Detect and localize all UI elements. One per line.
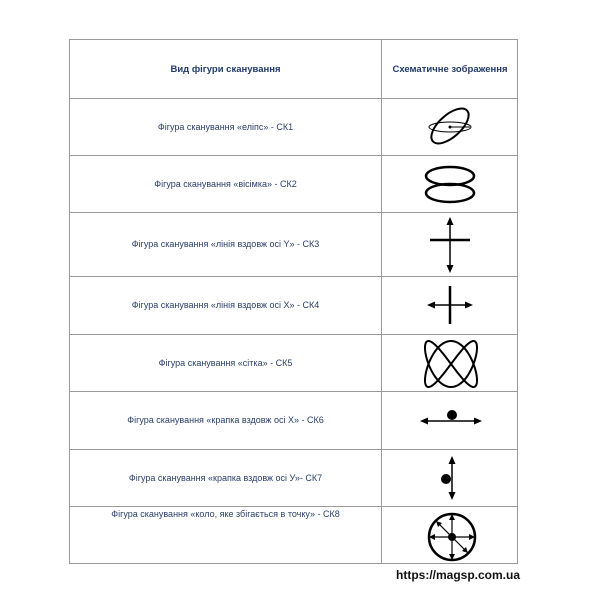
dot-along-x-scan-icon <box>412 402 492 432</box>
row-divider <box>70 506 517 507</box>
row-divider <box>70 98 517 99</box>
row-label-ck8: Фігура сканування «коло, яке збігається в точку» - СК8 <box>111 509 340 519</box>
header-figure-type: Вид фігури сканування <box>170 64 281 75</box>
ellipse-scan-icon <box>412 100 492 152</box>
scan-figures-table <box>69 39 518 564</box>
line-along-y-scan-icon <box>412 216 492 274</box>
grid-scan-icon <box>412 337 492 391</box>
row-divider <box>70 449 517 450</box>
circle-converging-scan-icon <box>412 509 492 563</box>
row-label-ck7: Фігура сканування «крапка вздовж осі У»- СК7 <box>128 473 323 483</box>
website-url[interactable]: https://magsp.com.ua <box>396 568 521 582</box>
row-label-ck4: Фігура сканування «лінія вздовж осі X» - СК4 <box>131 300 320 310</box>
row-label-ck5: Фігура сканування «сітка» - СК5 <box>158 358 293 368</box>
line-along-x-scan-icon <box>412 283 492 329</box>
row-divider <box>70 212 517 213</box>
row-divider <box>70 155 517 156</box>
row-divider <box>70 391 517 392</box>
row-label-ck2: Фігура сканування «вісімка» - СК2 <box>154 179 297 189</box>
column-divider <box>381 40 382 563</box>
row-label-ck6: Фігура сканування «крапка вздовж осі X» - СК6 <box>127 415 324 425</box>
figure-eight-scan-icon <box>412 160 492 208</box>
row-label-ck3: Фігура сканування «лінія вздовж осі Y» - СК3 <box>131 239 320 249</box>
header-schematic: Схематичне зображення <box>392 64 508 75</box>
row-label-ck1: Фігура сканування «еліпс» - СК1 <box>157 122 294 132</box>
row-divider <box>70 276 517 277</box>
dot-along-y-scan-icon <box>412 455 492 501</box>
row-divider <box>70 334 517 335</box>
